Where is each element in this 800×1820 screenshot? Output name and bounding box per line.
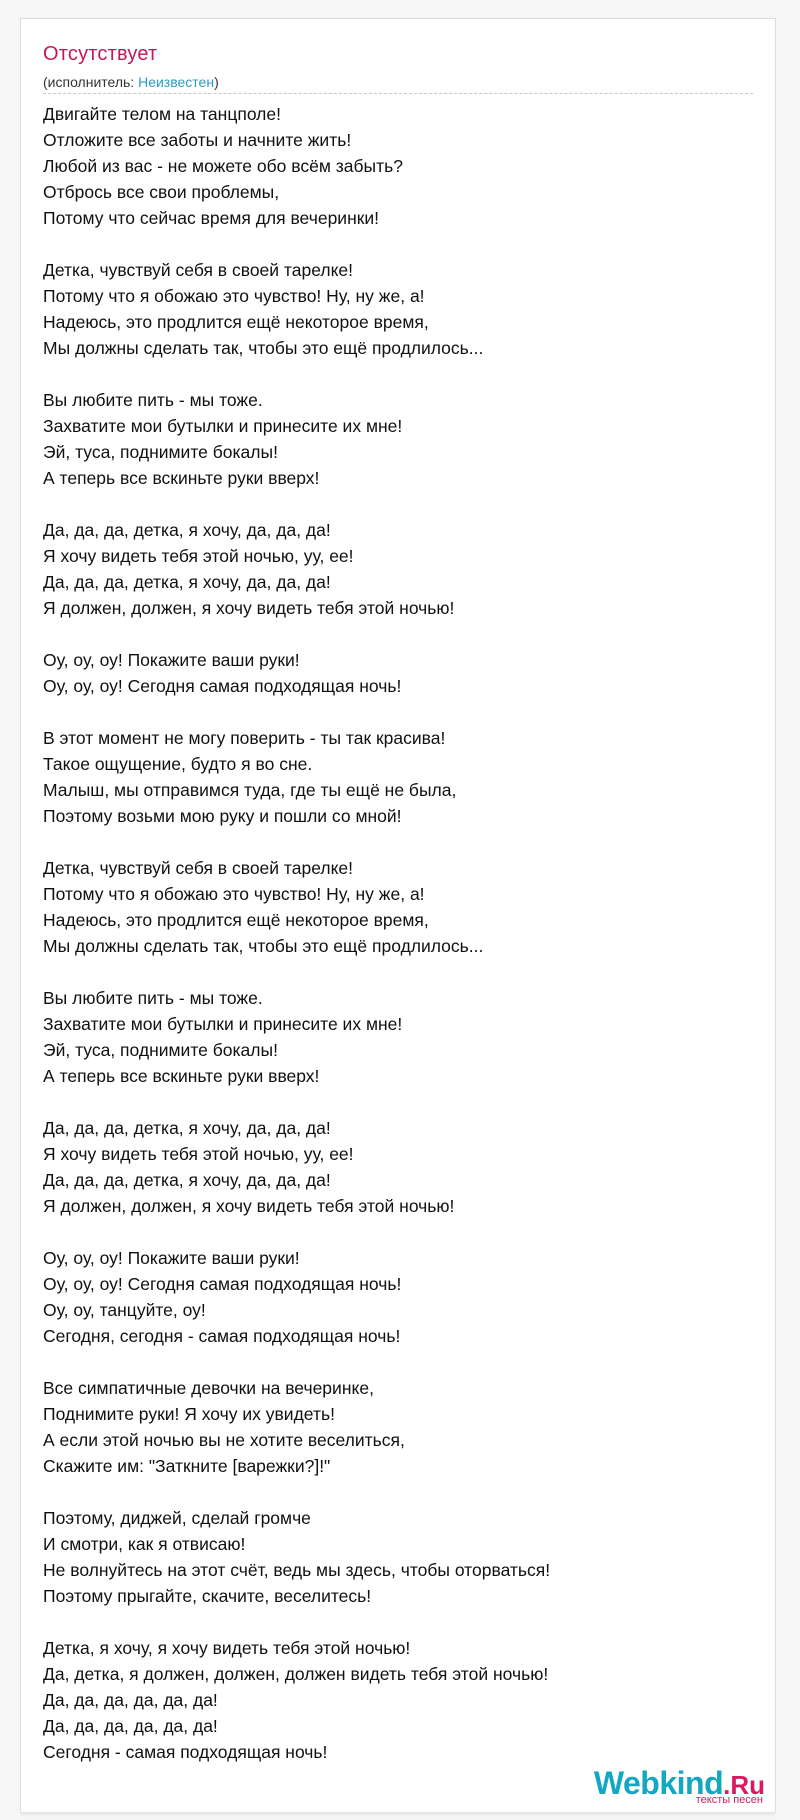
lyric-line: Не волнуйтесь на этот счёт, ведь мы здесь, чтобы оторваться! — [43, 1560, 551, 1580]
lyric-line: Мы должны сделать так, чтобы это ещё продлилось... — [43, 936, 484, 956]
lyrics-stanza — [43, 855, 743, 959]
lyric-line: Сегодня, сегодня - самая подходящая ночь! — [43, 1326, 401, 1346]
lyric-line: И смотри, как я отвисаю! — [43, 1534, 246, 1554]
lyrics-stanza — [43, 1115, 743, 1219]
lyric-line: Оу, оу, оу! Сегодня самая подходящая ночь! — [43, 1274, 402, 1294]
logo-tld: .Ru — [723, 1770, 765, 1800]
lyric-line: Оу, оу, оу! Покажите ваши руки! — [43, 1248, 300, 1268]
lyrics-stanza — [43, 725, 743, 829]
lyric-line: В этот момент не могу поверить - ты так красива! — [43, 728, 446, 748]
lyric-line: Оу, оу, оу! Покажите ваши руки! — [43, 650, 300, 670]
lyrics-stanza — [43, 647, 743, 699]
lyric-line: Надеюсь, это продлится ещё некоторое время, — [43, 910, 429, 930]
performer-suffix: ) — [214, 74, 219, 90]
lyrics-text — [43, 101, 743, 1765]
lyric-line: А теперь все вскиньте руки вверх! — [43, 468, 320, 488]
site-logo[interactable] — [594, 1765, 765, 1806]
lyric-line: Оу, оу, танцуйте, оу! — [43, 1300, 206, 1320]
lyric-line: Эй, туса, поднимите бокалы! — [43, 1040, 278, 1060]
lyric-line: А теперь все вскиньте руки вверх! — [43, 1066, 320, 1086]
lyric-line: Малыш, мы отправимся туда, где ты ещё не была, — [43, 780, 457, 800]
lyric-line: Да, да, да, детка, я хочу, да, да, да! — [43, 520, 331, 540]
lyric-line: Детка, чувствуй себя в своей тарелке! — [43, 260, 354, 280]
lyric-line: Захватите мои бутылки и принесите их мне! — [43, 1014, 403, 1034]
lyric-line: Отбрось все свои проблемы, — [43, 182, 280, 202]
lyric-line: Поднимите руки! Я хочу их увидеть! — [43, 1404, 335, 1424]
lyric-line: Да, да, да, да, да, да! — [43, 1690, 218, 1710]
performer-prefix: (исполнитель: — [43, 74, 139, 90]
lyric-line: Сегодня - самая подходящая ночь! — [43, 1742, 328, 1762]
lyrics-stanza — [43, 101, 743, 231]
performer-link[interactable]: Неизвестен — [138, 74, 215, 90]
lyric-line: Да, да, да, детка, я хочу, да, да, да! — [43, 1170, 331, 1190]
lyric-line: Да, да, да, детка, я хочу, да, да, да! — [43, 572, 331, 592]
lyric-line: Поэтому прыгайте, скачите, веселитесь! — [43, 1586, 372, 1606]
lyric-line: Вы любите пить - мы тоже. — [43, 390, 263, 410]
song-title: Отсутствует — [43, 43, 158, 65]
lyric-line: Я должен, должен, я хочу видеть тебя этой ночью! — [43, 598, 455, 618]
lyric-line: Любой из вас - не можете обо всём забыть? — [43, 156, 403, 176]
lyric-line: Да, детка, я должен, должен, должен видеть тебя этой ночью! — [43, 1664, 549, 1684]
lyric-line: Потому что сейчас время для вечеринки! — [43, 208, 380, 228]
lyrics-stanza — [43, 985, 743, 1089]
lyric-line: Отложите все заботы и начните жить! — [43, 130, 352, 150]
lyric-line: Надеюсь, это продлится ещё некоторое время, — [43, 312, 429, 332]
lyric-line: Вы любите пить - мы тоже. — [43, 988, 263, 1008]
title-divider — [43, 93, 753, 94]
lyric-line: Я хочу видеть тебя этой ночью, уу, ее! — [43, 546, 354, 566]
lyric-line: Поэтому, диджей, сделай громче — [43, 1508, 311, 1528]
lyrics-stanza — [43, 1635, 743, 1765]
lyric-line: Детка, чувствуй себя в своей тарелке! — [43, 858, 354, 878]
lyric-line: Все симпатичные девочки на вечеринке, — [43, 1378, 374, 1398]
lyric-line: Потому что я обожаю это чувство! Ну, ну же, а! — [43, 286, 425, 306]
lyric-line: Я должен, должен, я хочу видеть тебя этой ночью! — [43, 1196, 455, 1216]
logo-word: Webkind — [593, 1765, 724, 1801]
performer-line — [43, 74, 219, 90]
lyric-line: Я хочу видеть тебя этой ночью, уу, ее! — [43, 1144, 354, 1164]
lyric-line: Скажите им: "Заткните [варежки?]!" — [43, 1456, 331, 1476]
lyric-line: А если этой ночью вы не хотите веселиться, — [43, 1430, 405, 1450]
lyrics-stanza — [43, 1245, 743, 1349]
lyric-line: Оу, оу, оу! Сегодня самая подходящая ночь! — [43, 676, 402, 696]
lyrics-stanza — [43, 1505, 743, 1609]
lyric-line: Поэтому возьми мою руку и пошли со мной! — [43, 806, 402, 826]
lyric-line: Детка, я хочу, я хочу видеть тебя этой ночью! — [43, 1638, 411, 1658]
lyrics-stanza — [43, 517, 743, 621]
lyric-line: Захватите мои бутылки и принесите их мне! — [43, 416, 403, 436]
lyrics-card — [20, 18, 776, 1813]
lyric-line: Потому что я обожаю это чувство! Ну, ну же, а! — [43, 884, 425, 904]
lyrics-stanza — [43, 257, 743, 361]
lyrics-stanza — [43, 1375, 743, 1479]
lyric-line: Такое ощущение, будто я во сне. — [43, 754, 313, 774]
lyric-line: Двигайте телом на танцполе! — [43, 104, 281, 124]
lyric-line: Эй, туса, поднимите бокалы! — [43, 442, 278, 462]
lyric-line: Да, да, да, да, да, да! — [43, 1716, 218, 1736]
lyrics-stanza — [43, 387, 743, 491]
logo-tagline: тексты песен — [695, 1794, 763, 1806]
lyric-line: Да, да, да, детка, я хочу, да, да, да! — [43, 1118, 331, 1138]
lyric-line: Мы должны сделать так, чтобы это ещё продлилось... — [43, 338, 484, 358]
